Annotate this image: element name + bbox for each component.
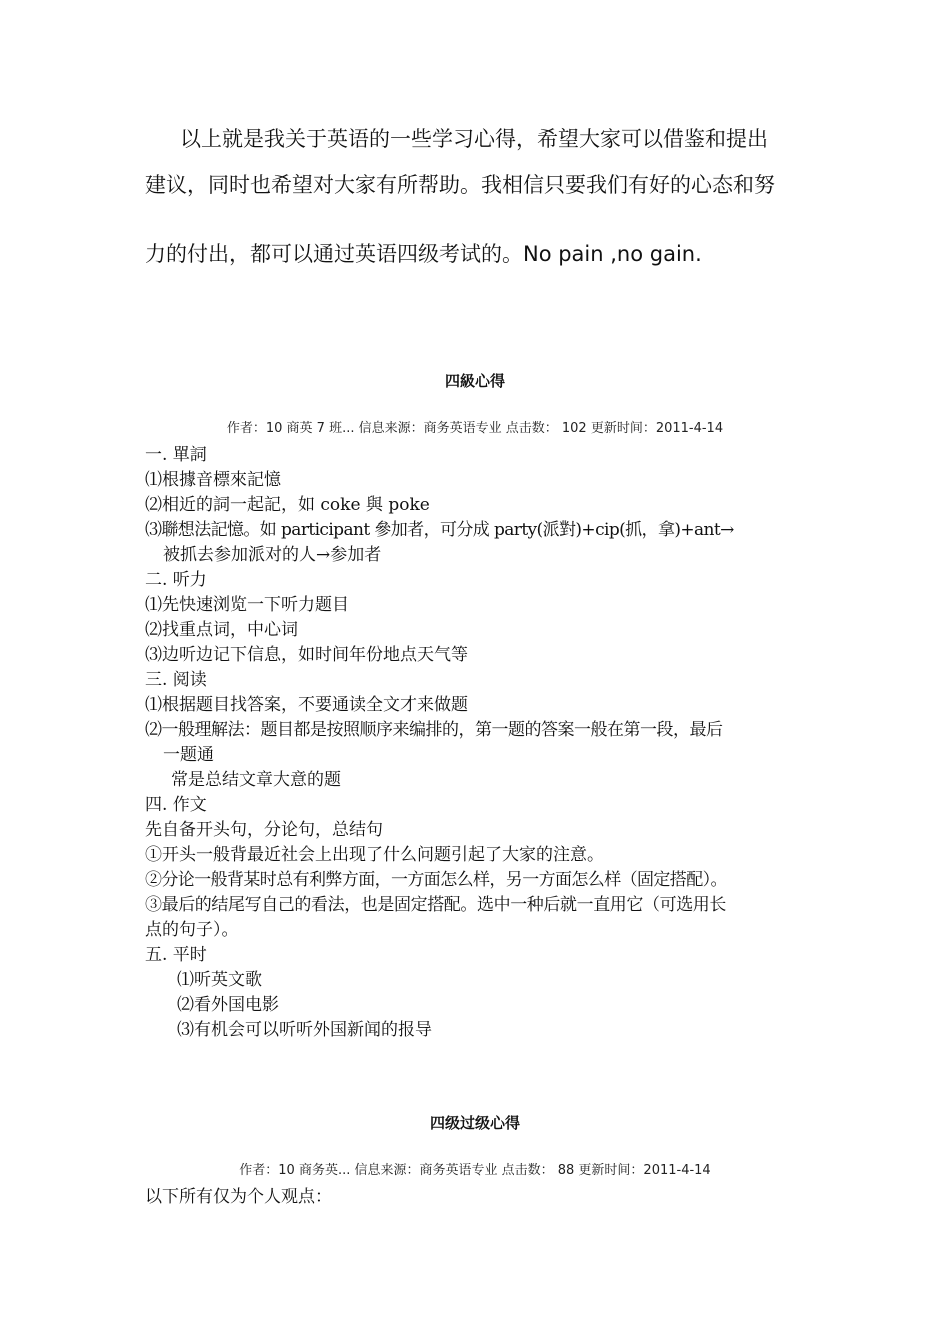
article1-line: 常是总结文章大意的题 [171,770,341,790]
article1-line: ⑴根據音標來記憶 [145,470,281,490]
article1-line: 一. 單詞 [145,445,207,465]
article1-line: ⑴听英文歌 [177,970,262,990]
intro-line-3: 力的付出，都可以通过英语四级考试的。No pain ,no gain. [145,242,702,266]
article1-line: ①开头一般背最近社会上出现了什么问题引起了大家的注意。 [145,845,604,865]
article1-line: 一题通 [163,745,214,765]
article1-line: 点的句子）。 [145,920,239,940]
article1-line: ⑴根据题目找答案，不要通读全文才来做题 [145,695,468,715]
article1-title: 四級心得 [444,372,505,390]
article1-line: ⑶聯想法記憶。如 participant 參加者，可分成 party(派對)+cip(抓，拿)+ant→ [145,520,734,540]
article1-line: 二. 听力 [145,570,207,590]
intro-line-1: 以上就是我关于英语的一些学习心得，希望大家可以借鉴和提出 [180,127,768,151]
article1-line: 先自备开头句，分论句，总结句 [145,820,383,840]
intro-line-2: 建议，同时也希望对大家有所帮助。我相信只要我们有好的心态和努 [145,173,775,197]
article1-line: ⑶有机会可以听听外国新闻的报导 [177,1020,432,1040]
article1-line: ⑶边听边记下信息，如时间年份地点天气等 [145,645,468,665]
article1-line: ⑵相近的詞一起記，如 coke 與 poke [145,495,430,515]
article1-line: ⑵找重点词，中心词 [145,620,298,640]
article1-line: ⑵一般理解法：题目都是按照顺序来编排的，第一题的答案一般在第一段，最后 [145,720,723,740]
article2-meta: 作者：10 商务英... 信息来源：商务英语专业 点击数： 88 更新时间：2011-4-14 [239,1163,711,1178]
article1-line: 四. 作文 [145,795,207,815]
article1-line: 三. 阅读 [145,670,207,690]
article2-first-line: 以下所有仅为个人观点： [145,1187,332,1207]
article1-line: ⑴先快速浏览一下听力题目 [145,595,349,615]
article1-line: ⑵看外国电影 [177,995,279,1015]
article1-line: ③最后的结尾写自己的看法，也是固定搭配。选中一种后就一直用它（可选用长 [145,895,726,915]
article1-line: ②分论一般背某时总有利弊方面，一方面怎么样，另一方面怎么样（固定搭配）。 [145,870,727,890]
article1-line: 五. 平时 [145,945,207,965]
article1-meta: 作者：10 商英 7 班... 信息来源：商务英语专业 点击数： 102 更新时间：2011-4-14 [226,421,724,436]
article1-line: 被抓去参加派对的人→参加者 [163,545,382,565]
article2-title: 四级过级心得 [429,1114,520,1132]
